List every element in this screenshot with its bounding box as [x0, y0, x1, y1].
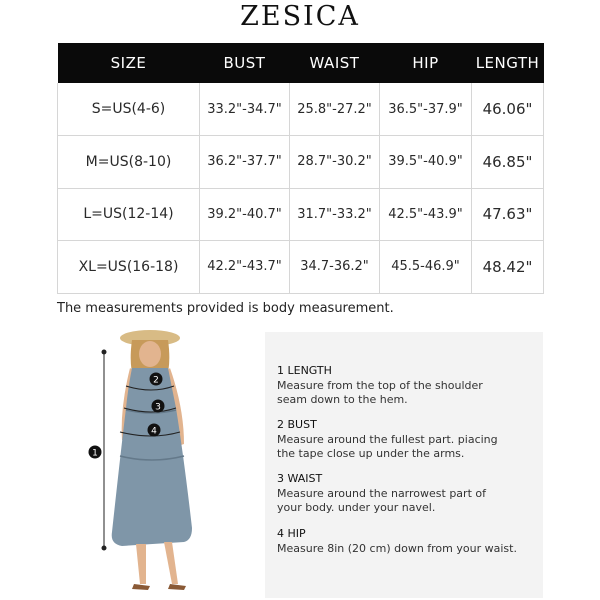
guide-item-waist: [277, 472, 537, 516]
size-cell: M=US(8-10): [58, 136, 200, 189]
size-cell: XL=US(16-18): [58, 241, 200, 294]
marker-bust-label: 2: [153, 375, 159, 386]
marker-hip-label: 4: [151, 426, 157, 437]
marker-length-label: 1: [92, 448, 98, 459]
guide-text: your body. under your navel.: [277, 501, 436, 514]
measurement-guide-panel: [265, 332, 543, 598]
left-leg: [136, 544, 146, 584]
guide-title: 2 BUST: [277, 418, 317, 431]
length-line-end: [102, 350, 107, 355]
waist-cell: 31.7"-33.2": [290, 188, 380, 241]
bust-cell: 33.2"-34.7": [200, 83, 290, 136]
measurement-note: The measurements provided is body measurement.: [57, 301, 394, 316]
bust-cell: 39.2"-40.7": [200, 188, 290, 241]
size-cell: L=US(12-14): [58, 188, 200, 241]
header-bust: BUST: [200, 43, 290, 83]
table-row: [58, 188, 544, 241]
waist-cell: 25.8"-27.2": [290, 83, 380, 136]
length-line-end: [102, 546, 107, 551]
guide-item-hip: [277, 527, 537, 556]
model-illustration: [80, 328, 230, 600]
guide-text: Measure around the fullest part. piacing: [277, 432, 498, 446]
marker-waist-label: 3: [155, 402, 161, 413]
guide-text: Measure around the narrowest part of: [277, 486, 486, 500]
length-cell: 47.63": [472, 188, 544, 241]
brand-logo: ZESICA: [240, 1, 360, 32]
header-waist: WAIST: [290, 43, 380, 83]
guide-item-length: [277, 364, 537, 408]
waist-cell: 28.7"-30.2": [290, 136, 380, 189]
guide-text: Measure from the top of the shoulder: [277, 378, 483, 392]
hip-cell: 42.5"-43.9": [380, 188, 472, 241]
size-chart-table: [57, 43, 544, 294]
size-cell: S=US(4-6): [58, 83, 200, 136]
table-header-row: [58, 43, 544, 83]
marker-bust: [150, 373, 163, 386]
right-sandal: [168, 584, 186, 590]
marker-waist: [152, 400, 165, 413]
waist-cell: 34.7-36.2": [290, 241, 380, 294]
hip-cell: 45.5-46.9": [380, 241, 472, 294]
left-sandal: [132, 584, 150, 590]
table-row: [58, 241, 544, 294]
hip-cell: 36.5"-37.9": [380, 83, 472, 136]
marker-hip: [148, 424, 161, 437]
table-row: [58, 83, 544, 136]
guide-title: 1 LENGTH: [277, 364, 332, 377]
guide-item-bust: [277, 418, 537, 462]
bust-cell: 42.2"-43.7": [200, 241, 290, 294]
header-size: SIZE: [58, 43, 200, 83]
guide-title: 3 WAIST: [277, 472, 323, 485]
length-cell: 46.06": [472, 83, 544, 136]
marker-length: [89, 446, 102, 459]
table-row: [58, 136, 544, 189]
length-cell: 48.42": [472, 241, 544, 294]
length-cell: 46.85": [472, 136, 544, 189]
guide-text: seam down to the hem.: [277, 393, 408, 406]
header-length: LENGTH: [472, 43, 544, 83]
bust-cell: 36.2"-37.7": [200, 136, 290, 189]
model-figure: [80, 328, 230, 600]
hip-cell: 39.5"-40.9": [380, 136, 472, 189]
guide-text: Measure 8in (20 cm) down from your waist.: [277, 541, 517, 555]
guide-text: the tape close up under the arms.: [277, 447, 465, 460]
header-hip: HIP: [380, 43, 472, 83]
face-shape: [139, 341, 161, 367]
right-leg: [164, 542, 178, 584]
guide-title: 4 HIP: [277, 527, 306, 540]
